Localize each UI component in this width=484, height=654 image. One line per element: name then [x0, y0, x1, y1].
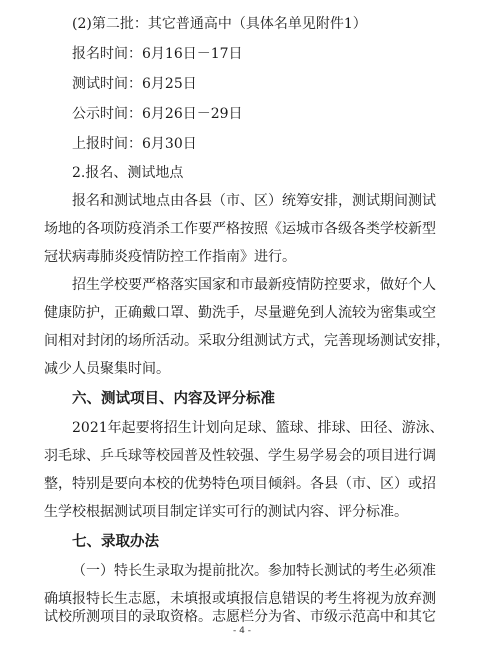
- paragraph-line: 2021年起要将招生计划向足球、篮球、排球、田径、游泳、: [72, 420, 444, 436]
- batch-two-line: (2)第二批：其它普通高中（具体名单见附件1）: [72, 16, 367, 32]
- paragraph-line: 确填报特长生志愿，未填报或填报信息错误的考生将视为放弃测: [44, 591, 436, 607]
- paragraph-line: 场地的各项防疫消杀工作要严格按照《运城市各级各类学校新型: [44, 221, 436, 237]
- paragraph-line: 试校所测项目的录取资格。志愿栏分为省、市级示范高中和其它: [44, 609, 436, 625]
- paragraph-line: 健康防护，正确戴口罩、勤洗手，尽量避免到人流较为密集或空: [44, 305, 436, 321]
- paragraph-line: 整，特别是要向本校的优势特色项目倾斜。各县（市、区）或招: [44, 476, 436, 492]
- paragraph-line: 羽毛球、乒乓球等校园普及性较强、学生易学易会的项目进行调: [44, 448, 436, 464]
- section-six-heading: 六、测试项目、内容及评分标准: [72, 391, 275, 407]
- paragraph-line: 间相对封闭的场所活动。采取分组测试方式，完善现场测试安排，: [44, 333, 450, 349]
- paragraph-line: 冠状病毒肺炎疫情防控工作指南》进行。: [44, 249, 296, 265]
- section-location-heading: 2.报名、测试地点: [72, 165, 184, 181]
- publicity-time-line: 公示时间：6月26日－29日: [72, 106, 243, 122]
- report-time-line: 上报时间：6月30日: [72, 136, 197, 152]
- paragraph-line: （一）特长生录取为提前批次。参加特长测试的考生必须准: [72, 563, 436, 579]
- section-seven-heading: 七、录取办法: [72, 534, 159, 550]
- registration-time-line: 报名时间：6月16日－17日: [72, 46, 243, 62]
- paragraph-line: 减少人员聚集时间。: [44, 361, 170, 377]
- paragraph-line: 招生学校要严格落实国家和市最新疫情防控要求，做好个人: [72, 277, 436, 293]
- paragraph-line: 生学校根据测试项目制定详实可行的测试内容、评分标准。: [44, 504, 408, 520]
- paragraph-line: 报名和测试地点由各县（市、区）统筹安排，测试期间测试: [72, 193, 436, 209]
- test-time-line: 测试时间：6月25日: [72, 76, 197, 92]
- page-number: - 4 -: [233, 626, 251, 636]
